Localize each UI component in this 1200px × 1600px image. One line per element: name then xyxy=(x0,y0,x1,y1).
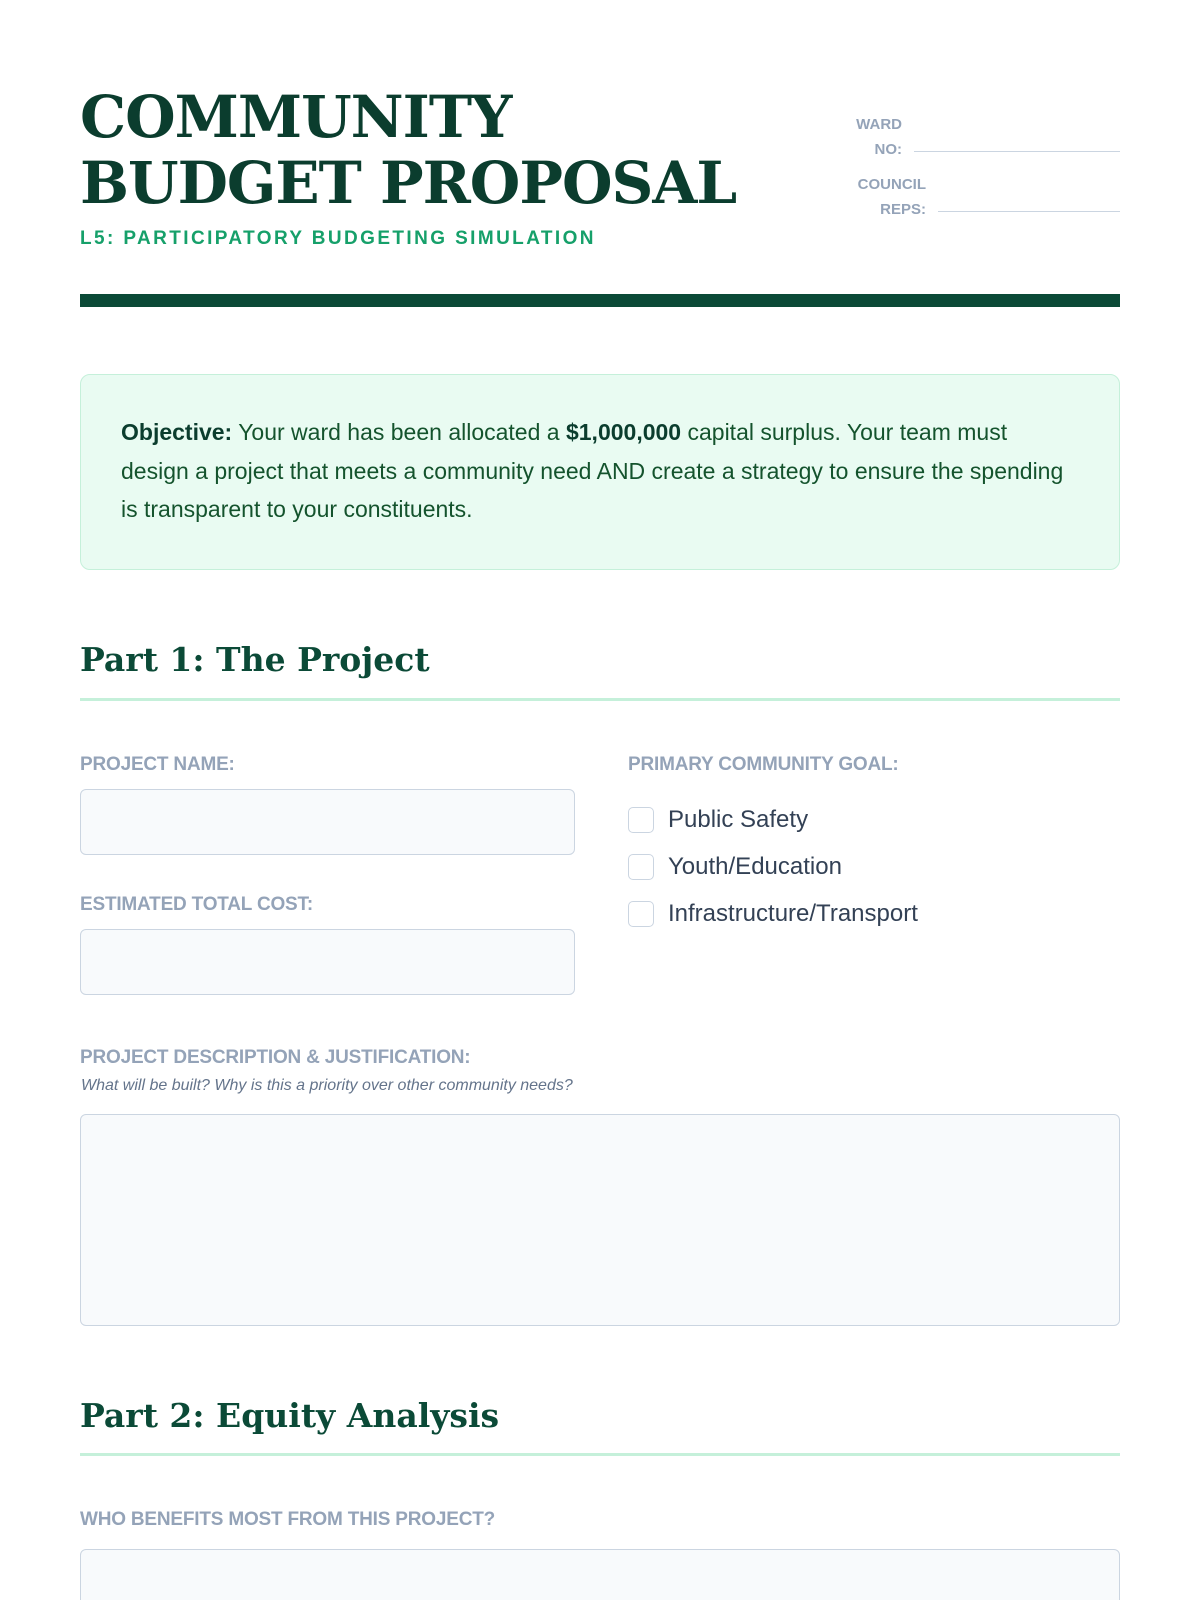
objective-lead: Objective: xyxy=(121,419,233,445)
project-description-hint: What will be built? Why is this a priority over other community needs? xyxy=(81,1077,573,1094)
header-divider xyxy=(80,294,1120,307)
ward-number-line[interactable] xyxy=(914,151,1120,152)
project-name-field[interactable] xyxy=(80,789,575,855)
project-description-field[interactable] xyxy=(80,1114,1120,1326)
checkbox-icon[interactable] xyxy=(628,901,654,927)
objective-amount: $1,000,000 xyxy=(565,419,682,445)
objective-text-before: Your ward has been allocated a xyxy=(232,419,566,445)
beneficiaries-field[interactable] xyxy=(80,1549,1120,1600)
checkbox-icon[interactable] xyxy=(628,807,654,833)
beneficiaries-label: WHO BENEFITS MOST FROM THIS PROJECT? xyxy=(80,1509,496,1530)
project-description-label: PROJECT DESCRIPTION & JUSTIFICATION: xyxy=(80,1047,471,1068)
goal-option-label: Public Safety xyxy=(668,805,809,833)
objective-callout xyxy=(80,374,1120,570)
section-divider-part-1 xyxy=(80,698,1120,701)
header-meta xyxy=(840,112,1120,232)
goal-option-youth-education[interactable] xyxy=(628,843,918,890)
goal-option-label: Youth/Education xyxy=(668,852,842,880)
ward-number-label: WARD NO: xyxy=(856,116,902,158)
community-goal-options xyxy=(628,796,918,937)
checkbox-icon[interactable] xyxy=(628,854,654,880)
section-title-part-1: Part 1: The Project xyxy=(80,640,430,679)
community-goal-label: PRIMARY COMMUNITY GOAL: xyxy=(628,754,899,775)
section-title-part-2: Part 2: Equity Analysis xyxy=(80,1396,500,1435)
goal-option-public-safety[interactable] xyxy=(628,796,918,843)
goal-option-infrastructure-transport[interactable] xyxy=(628,890,918,937)
ward-number-row xyxy=(840,112,1120,162)
project-name-label: PROJECT NAME: xyxy=(80,754,235,775)
page-subtitle: L5: PARTICIPATORY BUDGETING SIMULATION xyxy=(80,228,596,249)
total-cost-label: ESTIMATED TOTAL COST: xyxy=(80,894,313,915)
council-reps-label: COUNCIL REPS: xyxy=(857,176,926,218)
goal-option-label: Infrastructure/Transport xyxy=(668,899,918,927)
objective-text-after: capital surplus. Your team must design a project that meets a community need AND create a strategy to ensure the spending is transparent to your constituents. xyxy=(121,419,1064,522)
council-reps-line[interactable] xyxy=(938,211,1120,212)
total-cost-field[interactable] xyxy=(80,929,575,995)
section-divider-part-2 xyxy=(80,1453,1120,1456)
council-reps-row xyxy=(840,172,1120,222)
page-title: COMMUNITY BUDGET PROPOSAL xyxy=(80,83,737,217)
